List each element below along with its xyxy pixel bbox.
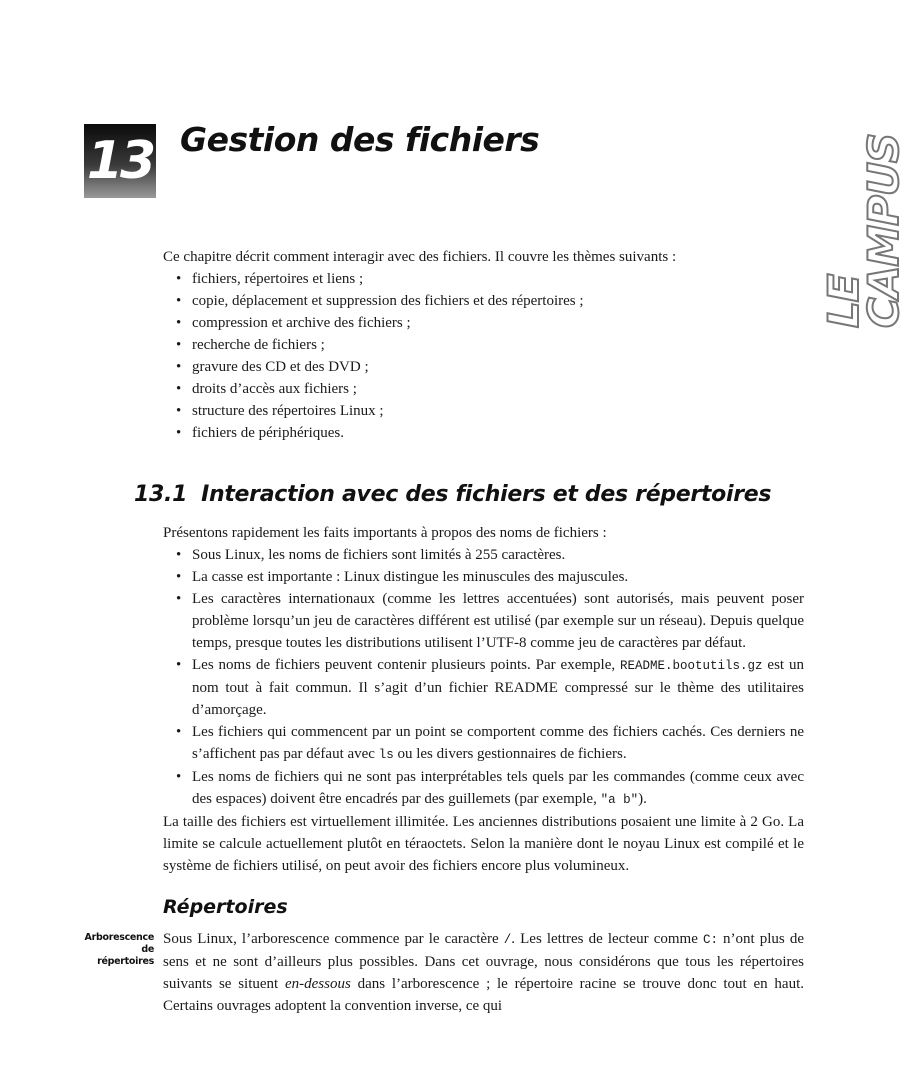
series-label: LE CAMPUS <box>819 133 908 328</box>
topic-list <box>163 268 804 444</box>
list-item: • fichiers, répertoires et liens ; <box>163 268 804 290</box>
subsection-body <box>163 928 804 1017</box>
text: Les fichiers qui commencent par un point se comportent comme des fichiers cachés. Ces derniers ne s’affichent pas par défaut avec <box>192 724 804 762</box>
emphasis: en-dessous <box>284 976 351 992</box>
margin-note-line: de répertoires <box>97 944 154 967</box>
list-item <box>163 766 804 811</box>
list-item <box>163 654 804 721</box>
list-item: • structure des répertoires Linux ; <box>163 400 804 422</box>
text: Les noms de fichiers peuvent contenir plusieurs points. Par exemple, <box>192 657 620 673</box>
code: / <box>503 933 512 947</box>
section-heading <box>134 482 771 507</box>
code: C: <box>702 933 718 947</box>
text: . Les lettres de lecteur comme <box>511 931 703 947</box>
list-item: • Sous Linux, les noms de fichiers sont limités à 255 caractères. <box>163 544 804 566</box>
intro <box>163 246 804 444</box>
chapter-number: 13 <box>84 124 156 198</box>
subsection-title: Répertoires <box>163 896 288 918</box>
list-item: • compression et archive des fichiers ; <box>163 312 804 334</box>
code: README.bootutils.gz <box>620 659 763 673</box>
text: Les noms de fichiers qui ne sont pas interprétables tels quels par les commandes (comme ceux avec des espaces) doivent être encadrés par des guillemets (par exemple, <box>192 769 804 807</box>
intro-text: Ce chapitre décrit comment interagir avec des fichiers. Il couvre les thèmes suivants : <box>163 249 677 265</box>
list-item: • gravure des CD et des DVD ; <box>163 356 804 378</box>
list-item: • recherche de fichiers ; <box>163 334 804 356</box>
text: dans l’arborescence ; le répertoire racine se trouve donc tout en haut. Certains ouvrages adoptent la convention inverse, ce qui <box>163 976 804 1014</box>
list-item: • Les caractères internationaux (comme les lettres accentuées) sont autorisés, mais peuvent poser problème lorsqu’un jeu de caractères différent est utilisé (par exemple sur un réseau). Depuis quelque temps, presque toutes les distributions utilisent l’UTF-8 comme jeu de caractères par défaut. <box>163 588 804 654</box>
list-item: • droits d’accès aux fichiers ; <box>163 378 804 400</box>
section-lead: Présentons rapidement les faits importants à propos des noms de fichiers : <box>163 525 607 541</box>
text: ou les divers gestionnaires de fichiers. <box>393 746 627 762</box>
text: ). <box>638 791 647 807</box>
section-number: 13.1 <box>134 482 188 507</box>
margin-note <box>84 932 154 968</box>
code: "a b" <box>600 793 639 807</box>
directories-paragraph <box>163 928 804 1017</box>
text: Sous Linux, l’arborescence commence par le caractère <box>163 931 504 947</box>
list-item <box>163 721 804 766</box>
text: est un nom tout à fait commun. Il s’agit d’un fichier README compressé sur le thème des utilitaires d’amorçage. <box>192 657 804 718</box>
chapter-title: Gestion des fichiers <box>180 120 540 159</box>
file-size-paragraph: La taille des fichiers est virtuellement illimitée. Les anciennes distributions posaient une limite à 2 Go. La limite se calcule actuellement plutôt en téraoctets. Selon la manière dont le noyau Linux est compilé et le système de fichiers utilisé, on peut avoir des fichiers encore plus volumineux. <box>163 814 804 874</box>
section-body <box>163 522 804 877</box>
list-item: • copie, déplacement et suppression des fichiers et des répertoires ; <box>163 290 804 312</box>
text: n’ont plus de sens et ne sont d’ailleurs plus possibles. Dans cet ouvrage, nous considérons que tous les répertoires suivants se situent <box>163 931 805 992</box>
list-item: • fichiers de périphériques. <box>163 422 804 444</box>
margin-note-line: Arborescence <box>84 932 154 943</box>
code: ls <box>378 748 394 762</box>
filename-facts <box>163 544 804 811</box>
section-title: Interaction avec des fichiers et des répertoires <box>201 482 772 507</box>
list-item: • La casse est importante : Linux distingue les minuscules des majuscules. <box>163 566 804 588</box>
